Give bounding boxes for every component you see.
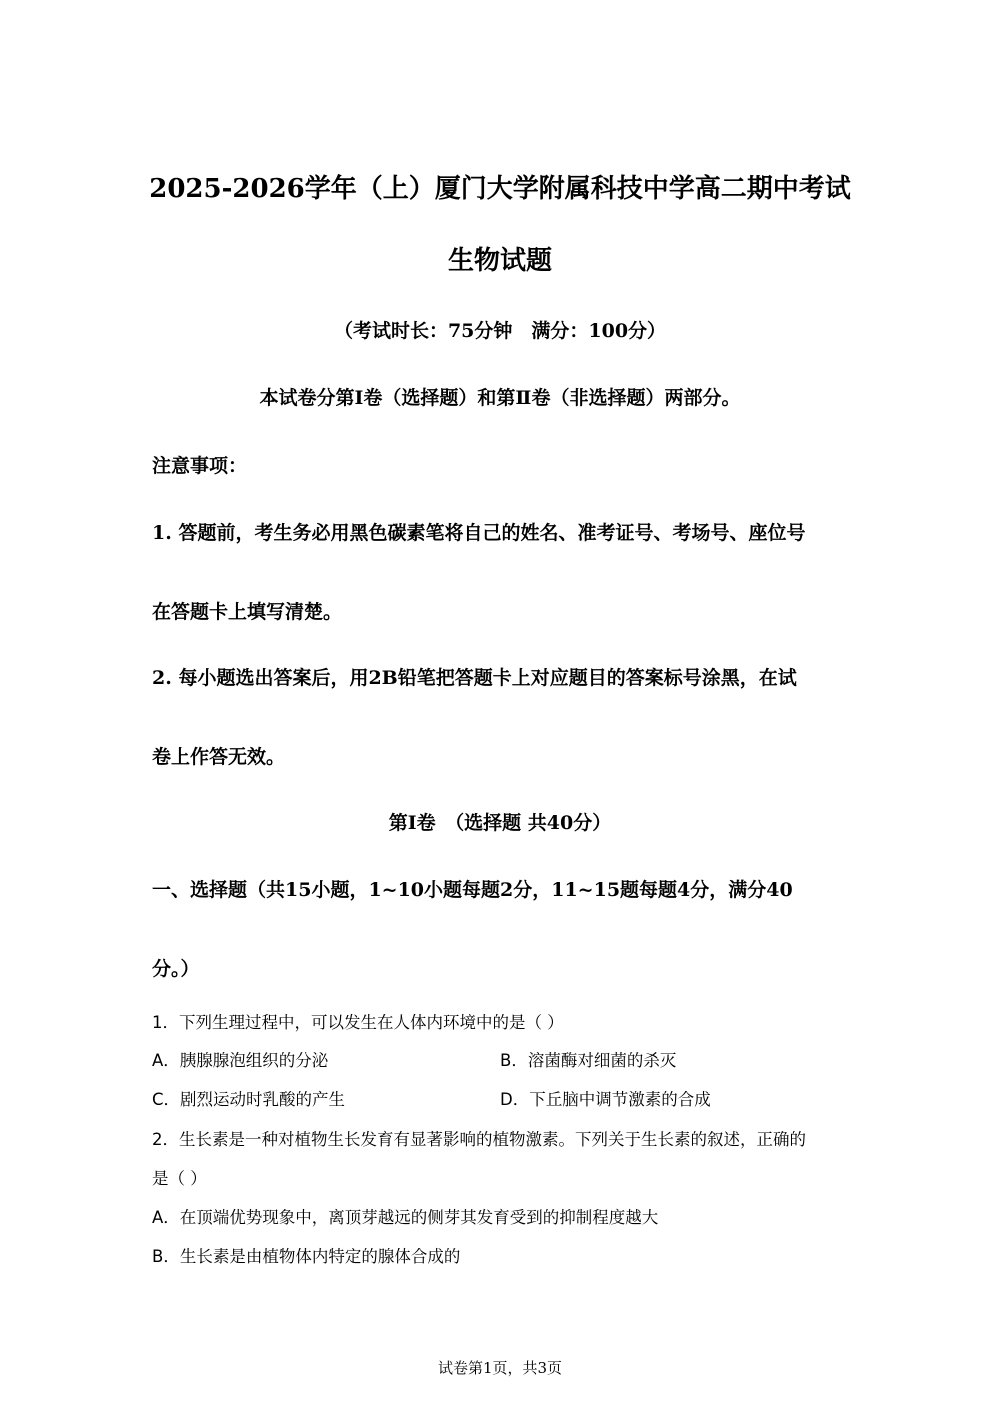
- exam-title-line1: 2025-2026学年（上）厦门大学附属科技中学高二期中考试: [149, 174, 851, 204]
- note-2-line2: 卷上作答无效。: [152, 746, 286, 768]
- part-heading-line1: 一、选择题（共15小题，1~10小题每题2分，11~15题每题4分，满分40: [152, 879, 793, 901]
- question-1-option-b: B．溶菌酶对细菌的杀灭: [500, 1051, 677, 1070]
- question-1-option-c: C．剧烈运动时乳酸的产生: [152, 1090, 346, 1109]
- question-1-option-d: D．下丘脑中调节激素的合成: [500, 1090, 711, 1109]
- question-2-option-b: B．生长素是由植物体内特定的腺体合成的: [152, 1247, 461, 1266]
- notes-heading: 注意事项：: [152, 455, 248, 477]
- question-2-stem-line2: 是（ ）: [152, 1169, 207, 1188]
- exam-intro: 本试卷分第Ⅰ卷（选择题）和第Ⅱ卷（非选择题）两部分。: [259, 387, 741, 409]
- question-2-option-a: A．在顶端优势现象中，离顶芽越远的侧芽其发育受到的抑制程度越大: [152, 1208, 659, 1227]
- note-2-line1: 2. 每小题选出答案后，用2B铅笔把答题卡上对应题目的答案标号涂黑，在试: [152, 667, 797, 689]
- exam-title-line2: 生物试题: [447, 246, 552, 276]
- question-2-stem-line1: 2．生长素是一种对植物生长发育有显著影响的植物激素。下列关于生长素的叙述，正确的: [152, 1130, 806, 1149]
- question-1-option-a: A．胰腺腺泡组织的分泌: [152, 1051, 329, 1070]
- page-footer: 试卷第1页，共3页: [437, 1359, 563, 1377]
- volume-title: 第Ⅰ卷 （选择题 共40分）: [388, 812, 612, 834]
- question-1-stem: 1．下列生理过程中，可以发生在人体内环境中的是（ ）: [152, 1013, 564, 1032]
- note-1-line2: 在答题卡上填写清楚。: [152, 601, 343, 623]
- exam-info: （考试时长：75分钟 满分：100分）: [333, 320, 667, 342]
- part-heading-line2: 分。）: [152, 958, 200, 980]
- note-1-line1: 1. 答题前，考生务必用黑色碳素笔将自己的姓名、准考证号、考场号、座位号: [152, 522, 806, 544]
